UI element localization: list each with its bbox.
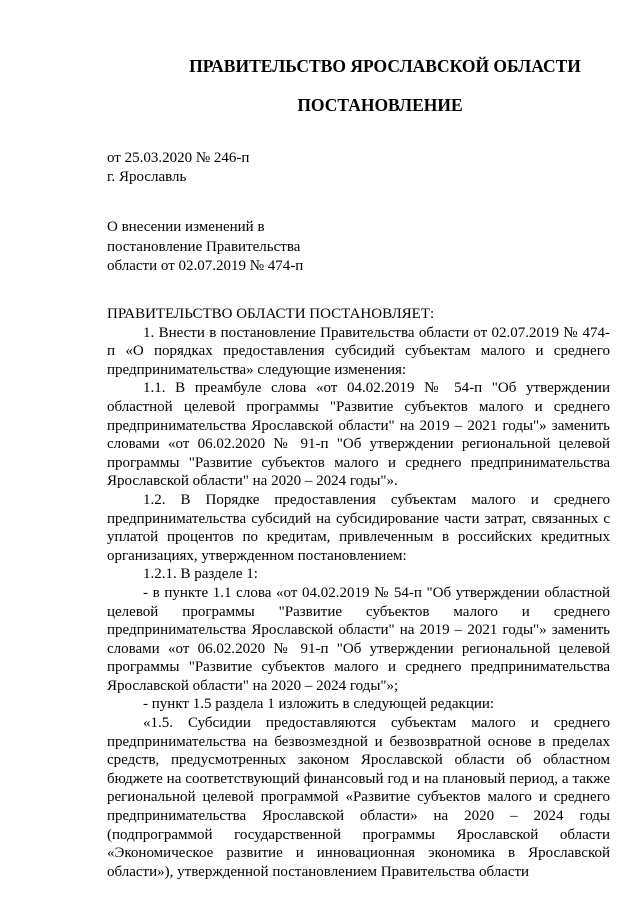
- document-meta: [107, 149, 249, 187]
- paragraph-item-2: - пункт 1.5 раздела 1 изложить в следующей редакции:: [143, 696, 495, 713]
- paragraph-quote-1-5: «1.5. Субсидии предоставляются субъектам малого и среднего предпринимательства на безвозмездной и безвозвратной основе в пределах средств, предусмотренных законом Ярославской области об областном бюджете на соответствующий финансовый год и на плановый период, а также региональной целевой программой «Развитие субъектов малого и среднего предпринимательства Ярославской области» на 2020 – 2024 годы (подпрограммой государственной программы Ярославской области «Экономическое развитие и инновационная экономика в Ярославской области»), утвержденной постановлением Правительства области: [107, 715, 610, 880]
- document-body: [107, 305, 610, 881]
- document-type: ПОСТАНОВЛЕНИЕ: [297, 95, 463, 115]
- paragraph-1: 1. Внести в постановление Правительства области от 02.07.2019 № 474-п «О порядках предоставления субсидий субъектам малого и среднего предпринимательства» следующие изменения:: [107, 324, 610, 378]
- resolution-heading: ПРАВИТЕЛЬСТВО ОБЛАСТИ ПОСТАНОВЛЯЕТ:: [107, 306, 435, 322]
- subject-line-1: О внесении изменений в: [107, 219, 265, 235]
- subject-line-3: области от 02.07.2019 № 474-п: [107, 258, 304, 274]
- date-number: от 25.03.2020 № 246-п: [107, 150, 250, 166]
- paragraph-1-2: 1.2. В Порядке предоставления субъектам малого и среднего предпринимательства субсидий на субсидирование части затрат, связанных с уплатой процентов по кредитам, привлеченным в российских кредитных организациях, утвержденном постановлением:: [107, 491, 610, 564]
- document-organization: ПРАВИТЕЛЬСТВО ЯРОСЛАВСКОЙ ОБЛАСТИ: [189, 56, 581, 76]
- city: г. Ярославль: [107, 169, 187, 185]
- document-subject: [107, 218, 303, 277]
- subject-line-2: постановление Правительства: [107, 238, 301, 255]
- paragraph-1-2-1: 1.2.1. В разделе 1:: [143, 566, 258, 583]
- paragraph-1-1: 1.1. В преамбуле слова «от 04.02.2019 № 54-п "Об утверждении областной целевой программы "Развитие субъектов малого и среднего предпринимательства Ярославской области" на 2019 – 2021 годы"» заменить словами «от 06.02.2020 № 91-п "Об утверждении региональной целевой программы "Развитие субъектов малого и среднего предпринимательства Ярославской области" на 2020 – 2024 годы"».: [107, 380, 610, 490]
- paragraph-item-1: - в пункте 1.1 слова «от 04.02.2019 № 54-п "Об утверждении областной целевой программы "Развитие субъектов малого и среднего предпринимательства Ярославской области" на 2019 – 2021 годы"» заменить словами «от 06.02.2020 № 91-п "Об утверждении региональной целевой программы "Развитие субъектов малого и среднего предпринимательства Ярославской области" на 2020 – 2024 годы"»;: [107, 584, 610, 694]
